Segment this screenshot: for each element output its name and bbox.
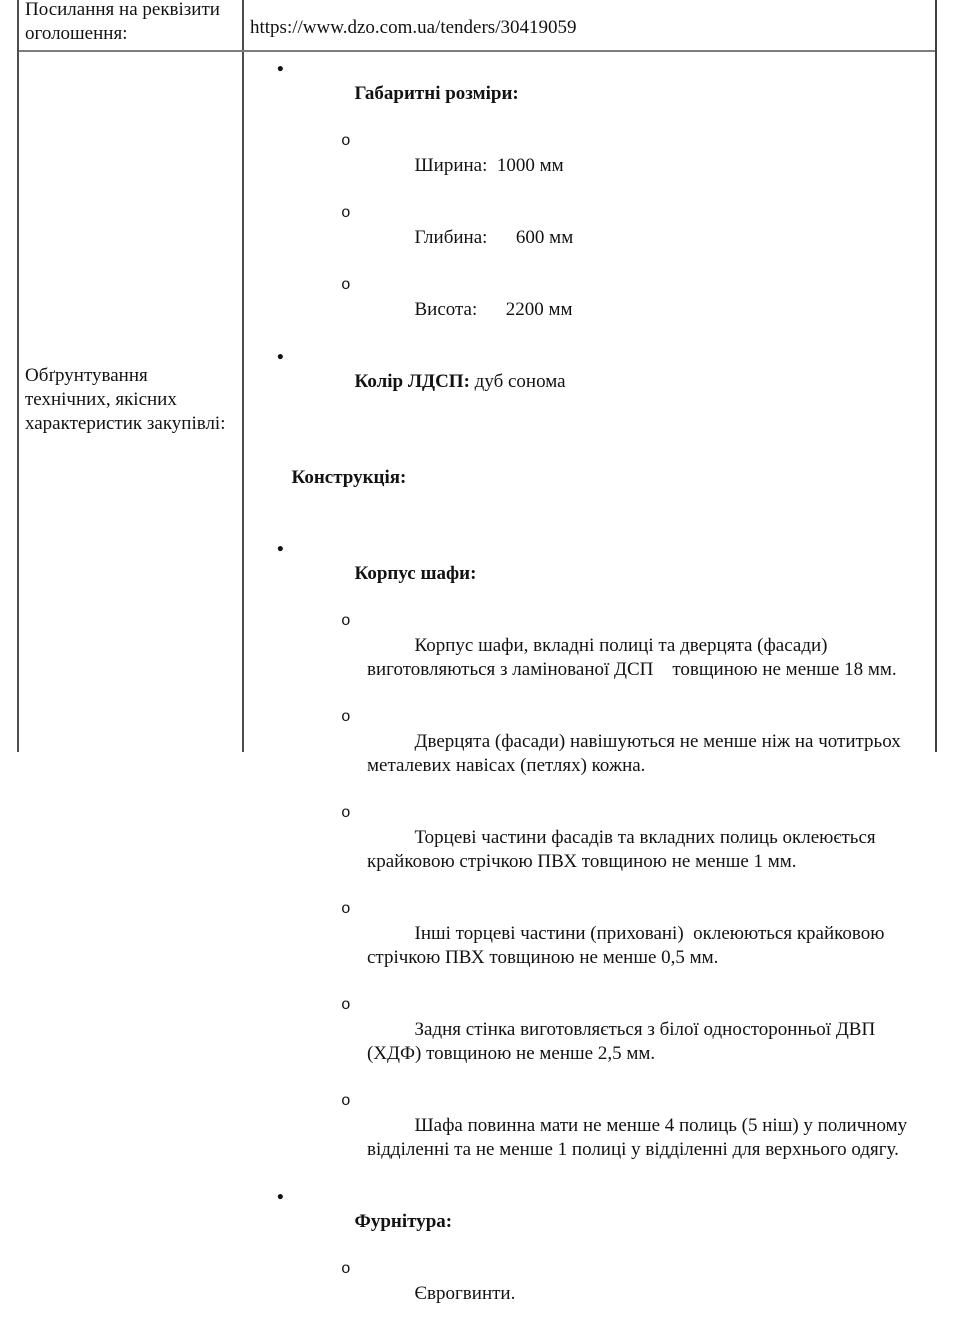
list-item-hardware [244,1186,927,1258]
list-item-bold-text: Корпус шафи: [354,563,477,584]
list-item-text: Єврогвинти. [414,1283,516,1304]
reference-label-cell [19,0,244,50]
list-item-bold-text: Колір ЛДСП: [354,371,470,392]
list-item-text: Глибина: 600 мм [414,227,574,248]
bullet-icon: • [277,59,284,80]
circle-bullet-icon: o [341,996,351,1014]
bullet-icon: • [277,1187,284,1208]
circle-bullet-icon: o [341,804,351,822]
list-item-euro-screws [244,1258,927,1330]
list-item-edge-banding-1mm [244,802,927,898]
list-item-text: Шафа повинна мати не менше 4 полиць (5 ніш) у поличному відділенні та не менше 1 полиці у відділенні для верхнього одягу. [367,1115,912,1160]
list-item-text: дуб сонома [469,371,566,392]
blank-line [244,514,927,538]
reference-label: Посилання на реквізити оголошення: [25,0,220,44]
table-row-justification [19,52,935,1304]
circle-bullet-icon: o [341,1092,351,1110]
list-item-height [244,274,927,346]
list-item-body [244,538,927,610]
circle-bullet-icon: o [341,708,351,726]
reference-value-cell [244,0,935,50]
section-heading-text: Конструкція: [291,467,407,488]
list-item-text: Задня стінка виготовляється з білої односторонньої ДВП (ХДФ) товщиною не менше 2,5 мм. [367,1019,880,1064]
list-item-depth [244,202,927,274]
blank-line [244,418,927,442]
list-item-text: Інші торцеві частини (приховані) оклеюються крайковою стрічкою ПВХ товщиною не менше 0,5 мм. [367,923,890,968]
justification-label-cell [19,52,244,752]
list-item-body-material [244,610,927,706]
circle-bullet-icon: o [341,1260,351,1278]
justification-content-cell [244,52,935,1304]
circle-bullet-icon: o [341,612,351,630]
list-item-text: Корпус шафи, вкладні полиці та дверцята (фасади) виготовляються з ламінованої ДСП товщиною не менше 18 мм. [367,635,897,680]
justification-label: Обґрунтування технічних, якісних характеристик закупівлі: [25,365,226,434]
list-item-text: Висота: 2200 мм [414,299,573,320]
list-item-doors-hinges [244,706,927,802]
circle-bullet-icon: o [341,204,351,222]
list-item-dimensions [244,58,927,130]
list-item-bold-text: Фурнітура: [354,1211,453,1232]
bullet-icon: • [277,539,284,560]
list-item-bold-text: Габаритні розміри: [354,83,519,104]
list-item-back-panel [244,994,927,1090]
list-item-text: Ширина: 1000 мм [414,155,564,176]
circle-bullet-icon: o [341,900,351,918]
bullet-icon: • [277,347,284,368]
list-item-color [244,346,927,418]
section-heading-construction [244,442,927,514]
tender-details-table [17,0,937,1304]
list-item-shelves [244,1090,927,1186]
table-row-reference [19,0,935,52]
circle-bullet-icon: o [341,276,351,294]
tender-url: https://www.dzo.com.ua/tenders/30419059 [250,17,577,38]
list-item-text: Дверцята (фасади) навішуються не менше ніж на чотитрьох металевих навісах (петлях) кожна. [367,731,906,776]
list-item-edge-banding-05mm [244,898,927,994]
circle-bullet-icon: o [341,132,351,150]
list-item-width [244,130,927,202]
list-item-text: Торцеві частини фасадів та вкладних полиць оклеюється крайковою стрічкою ПВХ товщиною не менше 1 мм. [367,827,881,872]
